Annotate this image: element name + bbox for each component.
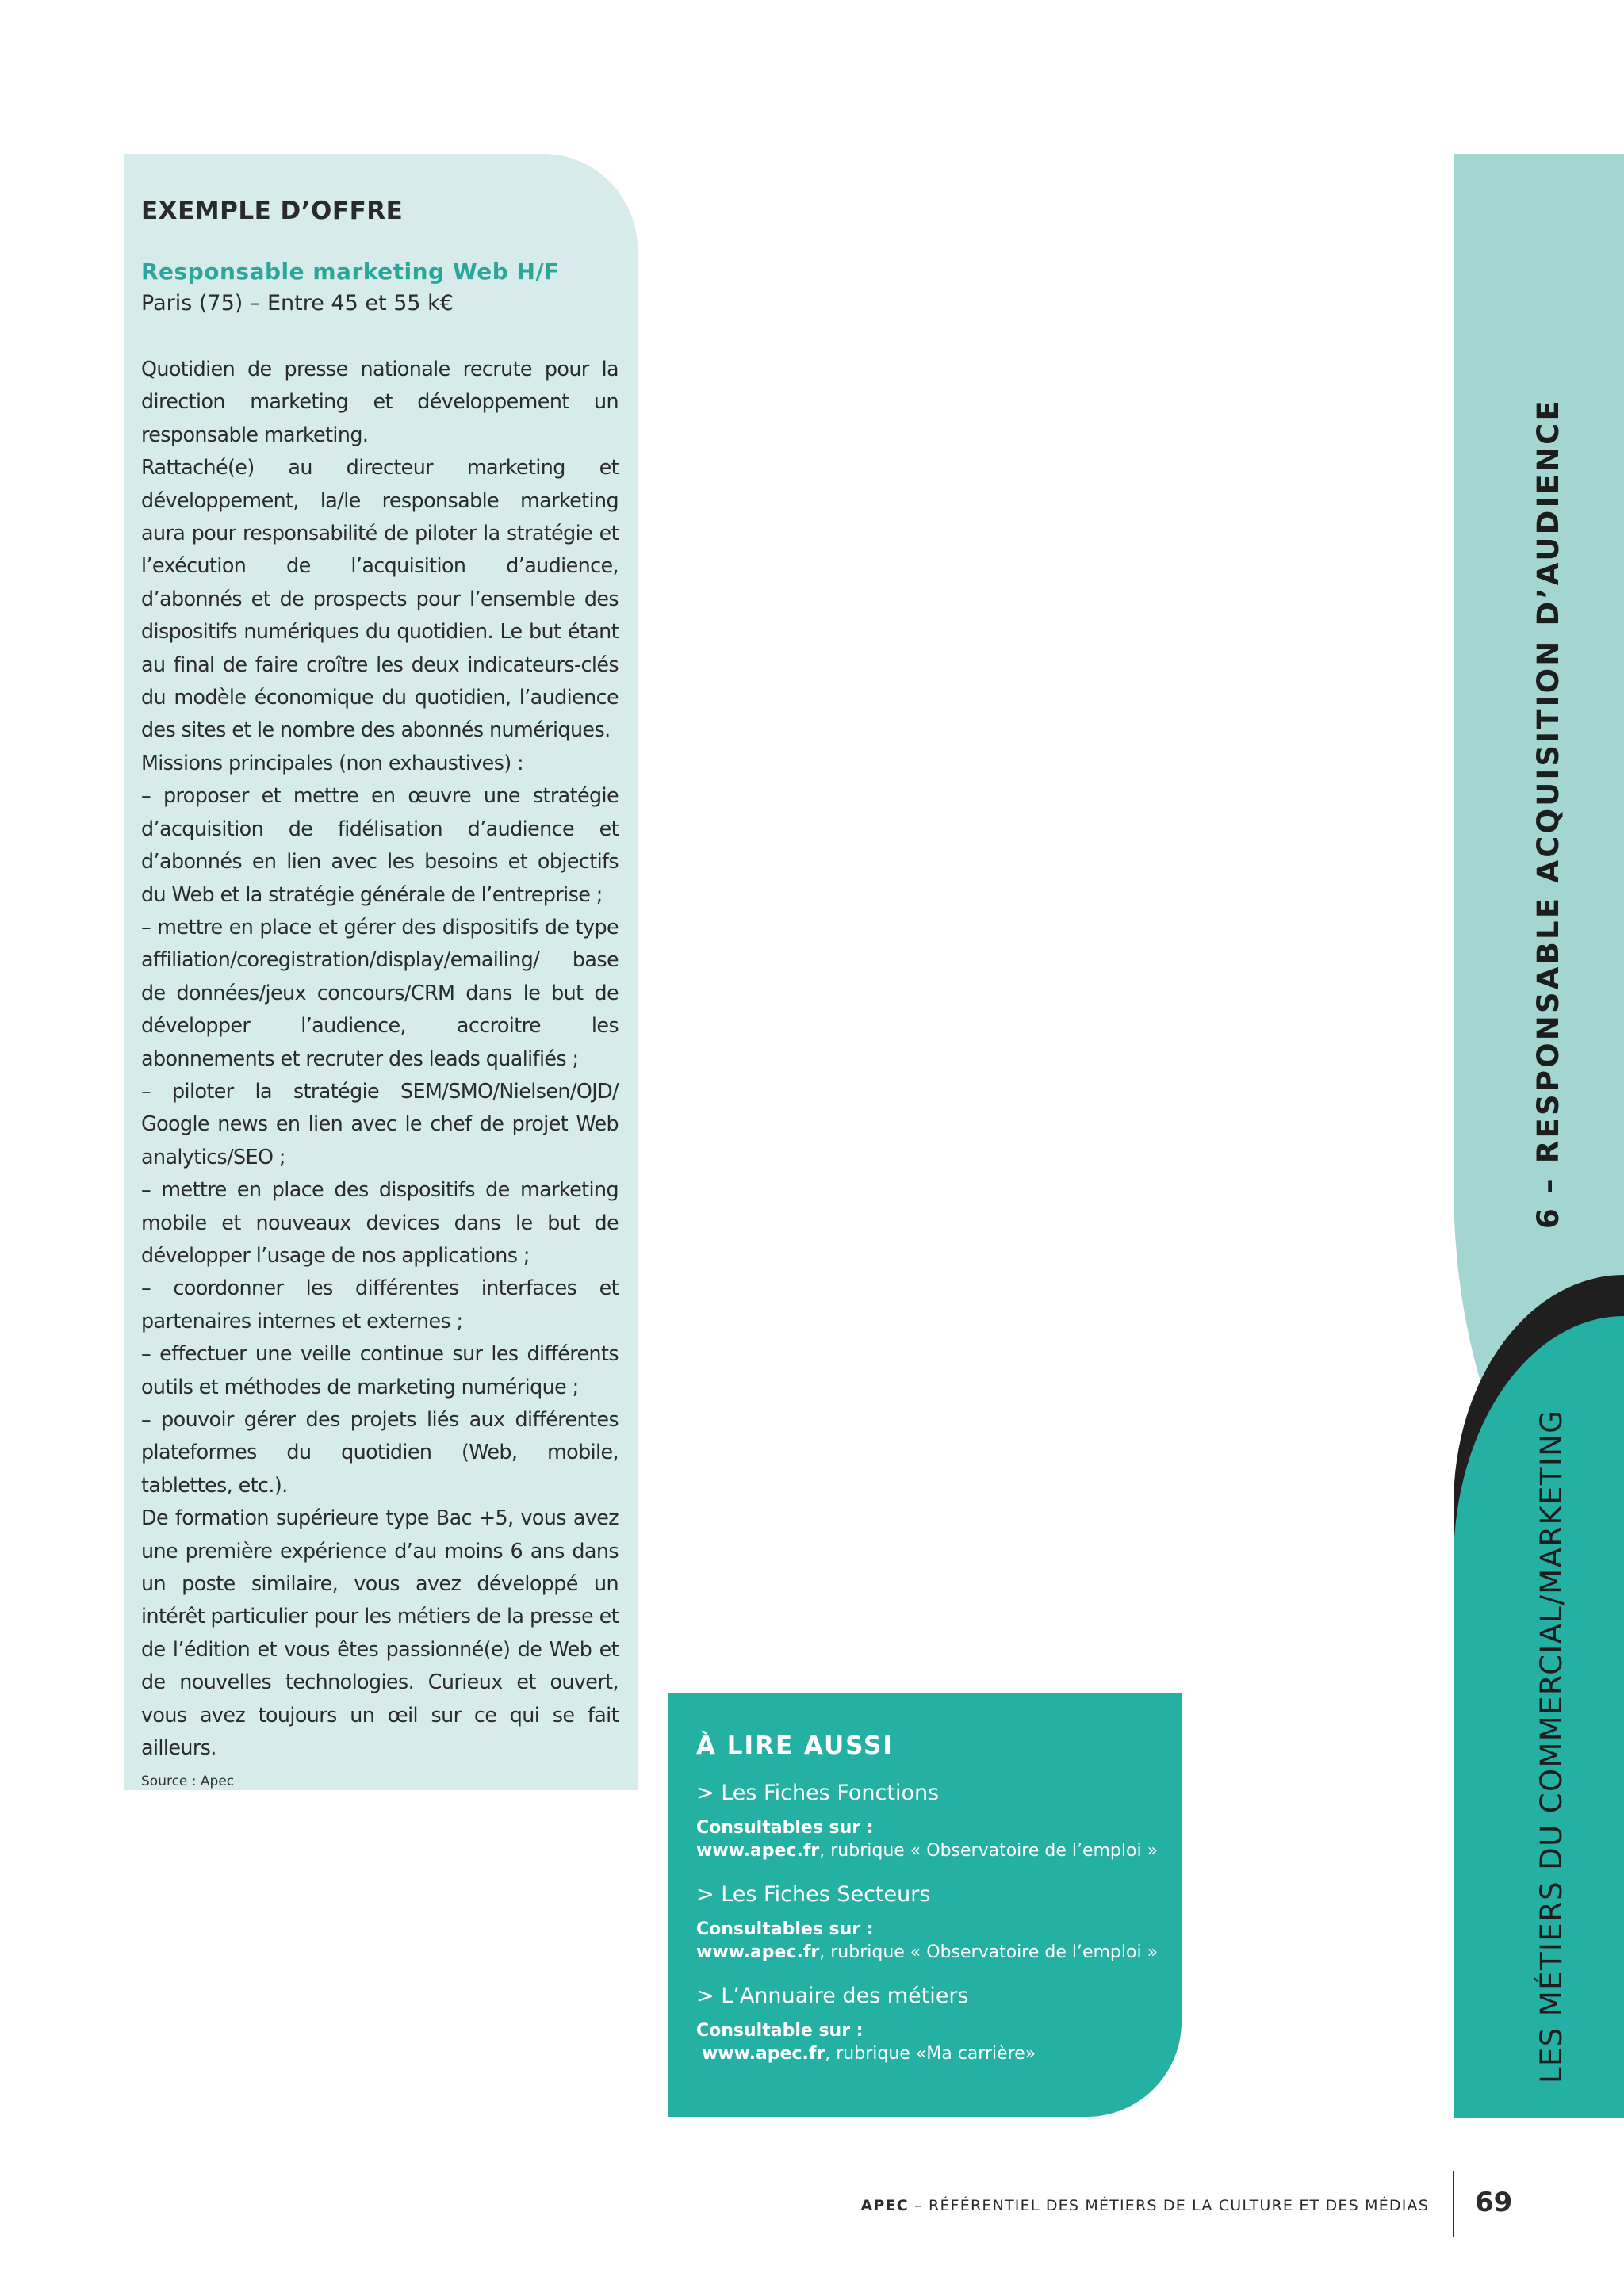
read-also-heading: À LIRE AUSSI bbox=[696, 1732, 894, 1760]
category-title-vertical: LES MÉTIERS DU COMMERCIAL/MARKETING bbox=[1534, 1409, 1568, 2084]
read-also-item bbox=[696, 1779, 1166, 1863]
offer-heading: EXEMPLE D’OFFRE bbox=[141, 197, 404, 225]
read-also-item bbox=[696, 1881, 1166, 1965]
apec-link[interactable]: www.apec.fr bbox=[696, 1942, 820, 1962]
rubrique-text: , rubrique « Observatoire de l’emploi » bbox=[819, 1942, 1159, 1962]
read-also-item-label: Consultables sur : bbox=[696, 1818, 874, 1838]
read-also-panel bbox=[668, 1693, 1182, 2117]
offer-paragraph: Rattaché(e) au directeur marketing et développement, la/le responsable marketing aura pour responsabilité de piloter la stratégie et l’exécution de l’acquisition d’audience, d’abonnés et de prospects pour l’ensemble des dispositifs numériques du quotidien. Le but étant au final de faire croître les deux indicateurs-clés du modèle économique du quotidien, l’audience des sites et le nombre des abonnés numériques. bbox=[141, 455, 619, 742]
read-also-item-title: > L’Annuaire des métiers bbox=[696, 1984, 969, 2008]
job-offer-panel bbox=[124, 154, 638, 1790]
offer-mission-item: – mettre en place et gérer des dispositifs de type affiliation/coregistration/display/emailing/ base de données/jeux concours/CRM dans le but de développer l’audience, accroitre les abonnements et recruter des leads qualifiés ; bbox=[141, 914, 619, 1070]
offer-mission-item: – coordonner les différentes interfaces et partenaires internes et externes ; bbox=[141, 1276, 619, 1333]
offer-mission-item: – mettre en place des dispositifs de marketing mobile et nouveaux devices dans le but de développer l’usage de nos applications ; bbox=[141, 1177, 619, 1267]
read-also-item-title: > Les Fiches Fonctions bbox=[696, 1781, 940, 1805]
offer-mission-item: – piloter la stratégie SEM/SMO/Nielsen/OJD/ Google news en lien avec le chef de projet Web analytics/SEO ; bbox=[141, 1078, 619, 1169]
offer-source: Source : Apec bbox=[141, 1774, 235, 1790]
footer-publication: – RÉFÉRENTIEL DES MÉTIERS DE LA CULTURE ET DES MÉDIAS bbox=[908, 2197, 1429, 2214]
section-title-vertical: 6 – RESPONSABLE ACQUISITION D’AUDIENCE bbox=[1531, 397, 1565, 1229]
offer-job-title: Responsable marketing Web H/F bbox=[141, 258, 560, 285]
footer-brand: APEC bbox=[860, 2197, 909, 2214]
read-also-item-label: Consultables sur : bbox=[696, 1919, 874, 1939]
offer-paragraph: Missions principales (non exhaustives) : bbox=[141, 750, 524, 775]
footer-text bbox=[861, 2195, 1430, 2217]
read-also-item bbox=[696, 1982, 1166, 2066]
offer-description bbox=[141, 353, 619, 1764]
rubrique-text: , rubrique «Ma carrière» bbox=[825, 2044, 1036, 2064]
read-also-item-title: > Les Fiches Secteurs bbox=[696, 1882, 931, 1907]
offer-profile: De formation supérieure type Bac +5, vous avez une première expérience d’au moins 6 ans dans un poste similaire, vous avez développé un intérêt particulier pour les métiers de la presse et de l’édition et vous êtes passionné(e) de Web et de nouvelles technologies. Curieux et ouvert, vous avez toujours un œil sur ce qui se fait ailleurs. bbox=[141, 1506, 619, 1760]
offer-paragraph: Quotidien de presse nationale recrute pour la direction marketing et développement un responsable marketing. bbox=[141, 357, 619, 446]
page-number: 69 bbox=[1475, 2187, 1513, 2218]
offer-mission-item: – effectuer une veille continue sur les différents outils et méthodes de marketing numérique ; bbox=[141, 1341, 619, 1399]
offer-location-salary: Paris (75) – Entre 45 et 55 k€ bbox=[141, 291, 454, 316]
apec-link[interactable]: www.apec.fr bbox=[696, 1841, 820, 1861]
offer-mission-item: – proposer et mettre en œuvre une stratégie d’acquisition de fidélisation d’audience et d’abonnés en lien avec les besoins et objectifs du Web et la stratégie générale de l’entreprise ; bbox=[141, 783, 619, 906]
read-also-item-detail bbox=[696, 2042, 1166, 2066]
offer-mission-item: – pouvoir gérer des projets liés aux différentes plateformes du quotidien (Web, mobile, tablettes, etc.). bbox=[141, 1407, 619, 1497]
apec-link[interactable]: www.apec.fr bbox=[702, 2044, 825, 2064]
rubrique-text: , rubrique « Observatoire de l’emploi » bbox=[819, 1841, 1159, 1861]
footer-divider bbox=[1453, 2171, 1454, 2237]
read-also-item-detail bbox=[696, 1839, 1166, 1863]
read-also-item-label: Consultable sur : bbox=[696, 2021, 864, 2041]
read-also-item-detail bbox=[696, 1941, 1166, 1965]
